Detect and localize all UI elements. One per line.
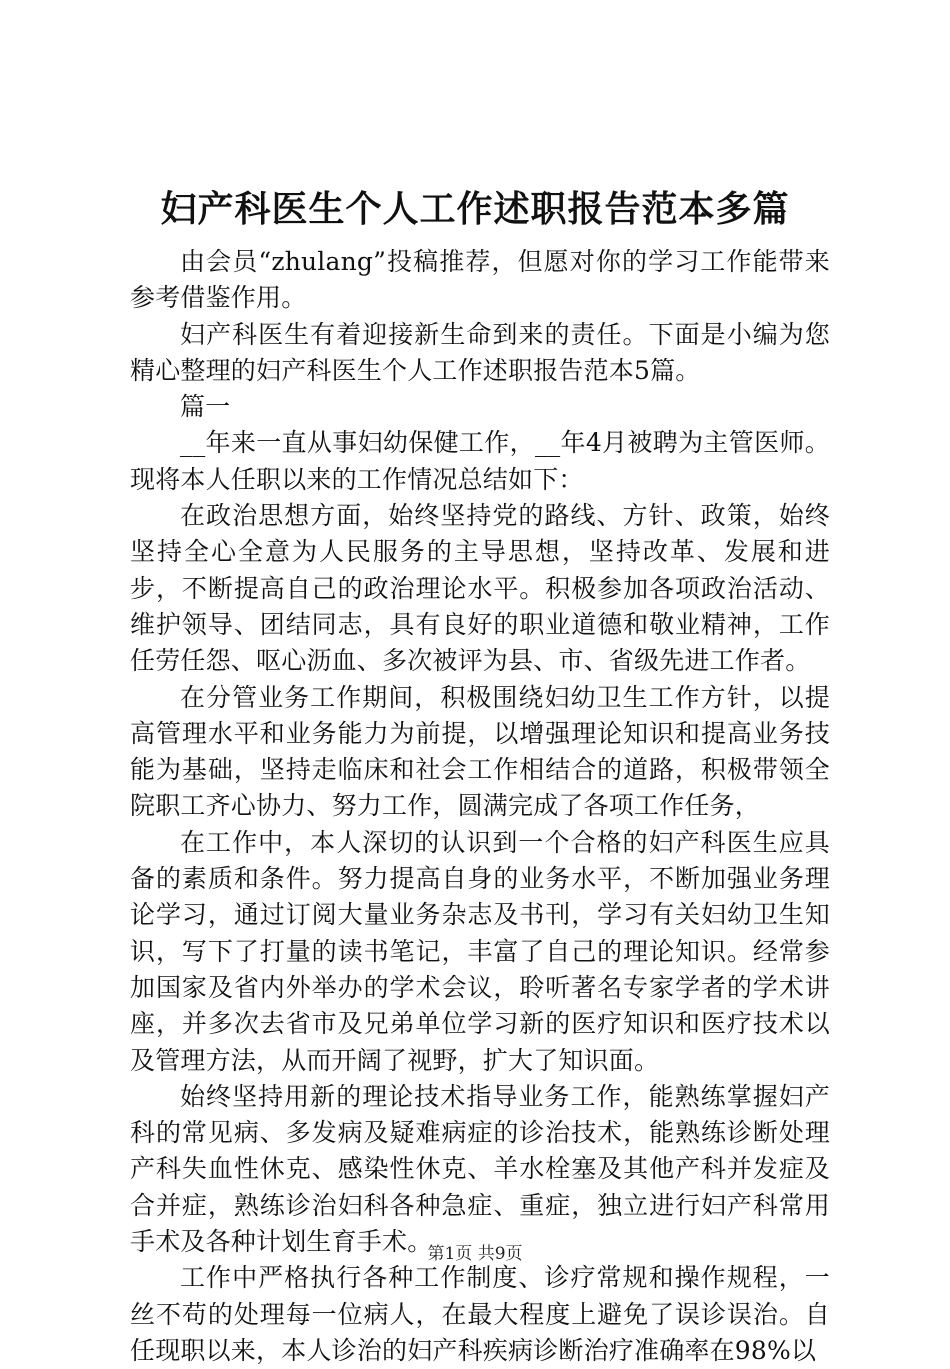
paragraph: 在工作中，本人深切的认识到一个合格的妇产科医生应具备的素质和条件。努力提高自身的业务水平，不断加强业务理论学习，通过订阅大量业务杂志及书刊，学习有关妇幼卫生知识，写下了打量的读书笔记，丰富了自己的理论知识。经常参加国家及省内外举办的学术会议，聆听著名专家学者的学术讲座，并多次去省市及兄弟单位学习新的医疗知识和医疗技术以及管理方法，从而开阔了视野，扩大了知识面。 [130, 827, 830, 1075]
paragraph: 在分管业务工作期间，积极围绕妇幼卫生工作方针，以提高管理水平和业务能力为前提，以增强理论知识和提高业务技能为基础，坚持走临床和社会工作相结合的道路，积极带领全院职工齐心协力、努力工作，圆满完成了各项工作任务， [130, 682, 830, 821]
paragraph: 始终坚持用新的理论技术指导业务工作，能熟练掌握妇产科的常见病、多发病及疑难病症的诊治技术，能熟练诊断处理产科失血性休克、感染性休克、羊水栓塞及其他产科并发症及合并症，熟练诊治妇科各种急症、重症，独立进行妇产科常用手术及各种计划生育手术。 [130, 1081, 830, 1257]
page-number-footer: 第1页 共9页 [427, 1244, 523, 1264]
document-title: 妇产科医生个人工作述职报告范本多篇 [160, 188, 790, 230]
paragraph-intro: 由会员“zhulang”投稿推荐，但愿对你的学习工作能带来参考借鉴作用。 [130, 247, 830, 313]
document-body [130, 244, 830, 1369]
paragraph: 工作中严格执行各种工作制度、诊疗常规和操作规程，一丝不苟的处理每一位病人，在最大程度上避免了误诊误治。自任现职以来，本人诊治的妇产科疾病诊断治疗准确率在98%以 [130, 1263, 830, 1365]
paragraph: 在政治思想方面，始终坚持党的路线、方针、政策，始终坚持全心全意为人民服务的主导思想，坚持改革、发展和进步，不断提高自己的政治理论水平。积极参加各项政治活动、维护领导、团结同志，具有良好的职业道德和敬业精神，工作任劳任怨、呕心沥血、多次被评为县、市、省级先进工作者。 [130, 501, 830, 676]
paragraph-summary: 妇产科医生有着迎接新生命到来的责任。下面是小编为您精心整理的妇产科医生个人工作述职报告范本5篇。 [130, 319, 830, 385]
paragraph: __年来一直从事妇幼保健工作，__年4月被聘为主管医师。现将本人任职以来的工作情况总结如下： [130, 428, 830, 494]
section-heading: 篇一 [180, 392, 231, 422]
